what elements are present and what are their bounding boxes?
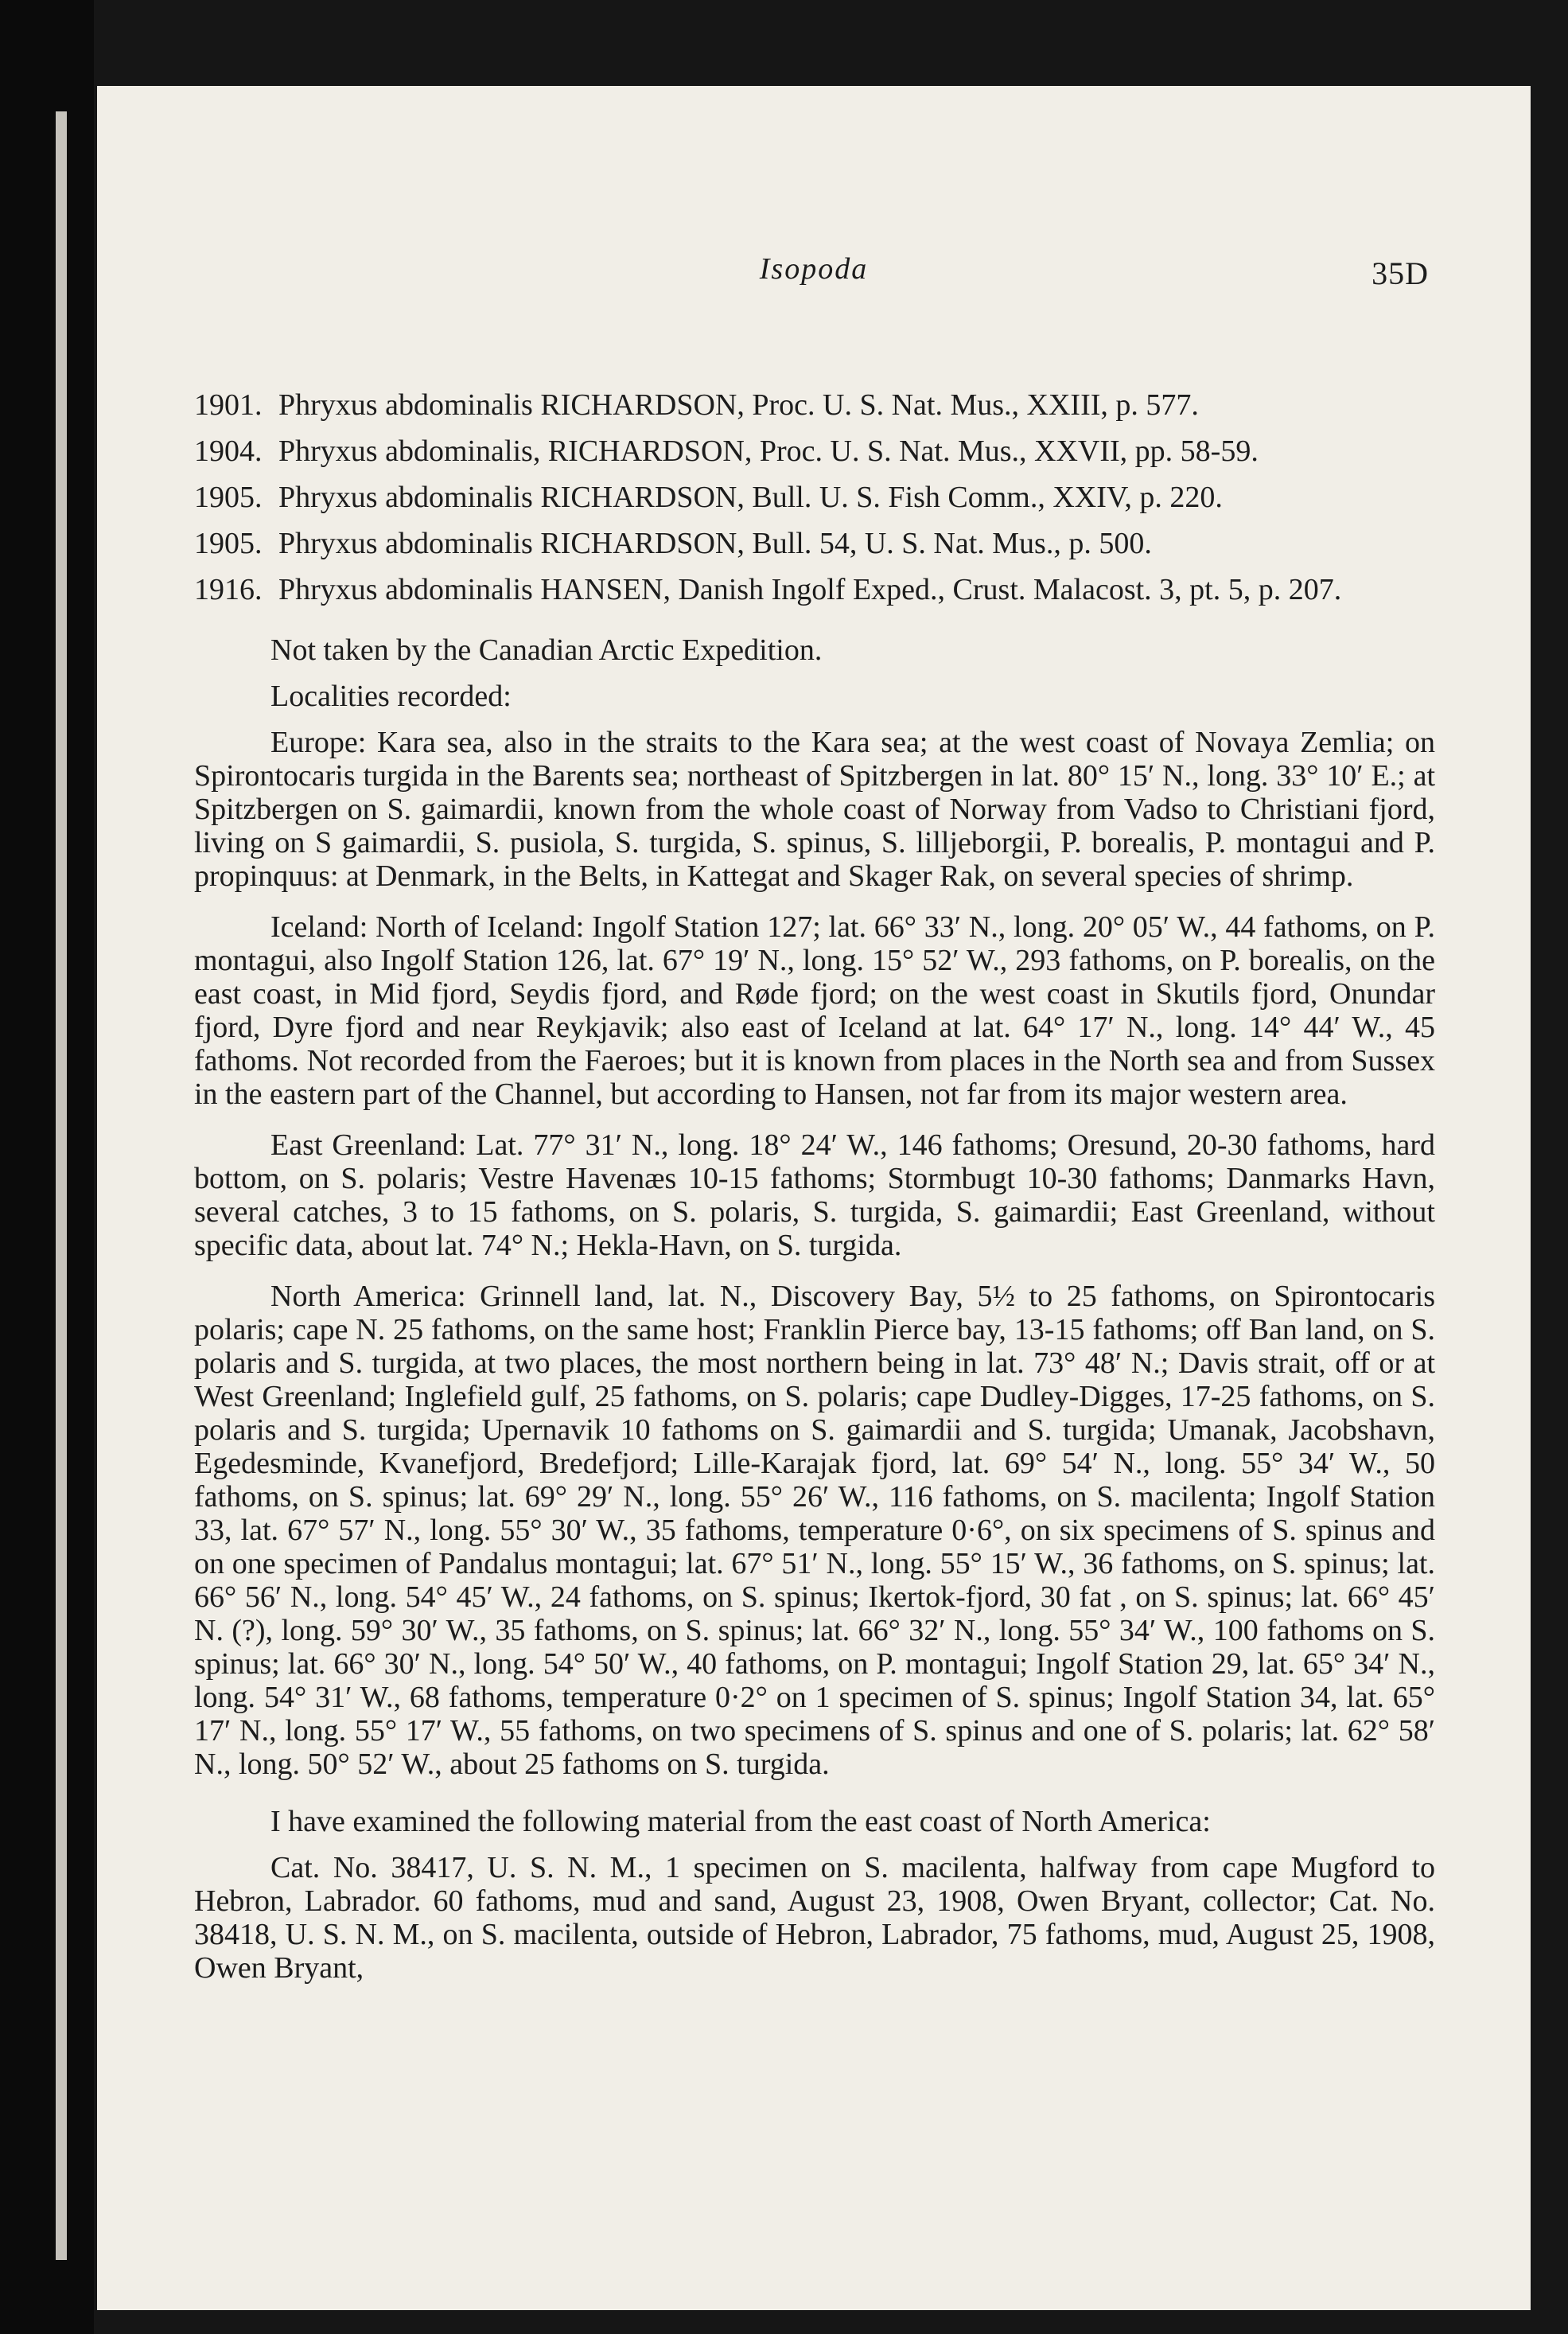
running-head [97,251,1531,291]
citation [194,434,1435,468]
running-title: Isopoda [759,252,869,286]
page-number: 35D [1372,255,1429,291]
citation-text: Phryxus abdominalis, RICHARDSON, Proc. U. S. Nat. Mus., XXVII, pp. 58-59. [278,434,1259,468]
document-page [97,86,1531,2310]
citation-text: Phryxus abdominalis RICHARDSON, Proc. U. S. Nat. Mus., XXIII, p. 577. [278,388,1199,422]
paragraph-east-greenland: East Greenland: Lat. 77° 31′ N., long. 18° 24′ W., 146 fathoms; Oresund, 20-30 fathoms, hard bottom, on S. polaris; Vestre Havenæs 10-15 fathoms; Stormbugt 10-30 fathoms; Danmarks Havn, several catches, 3 to 15 fathoms, on S. polaris, S. turgida, S. gaimardii; East Greenland, without specific data, about lat. 74° N.; Hekla-Havn, on S. turgida. [194,1128,1435,1262]
citation-text: Phryxus abdominalis RICHARDSON, Bull. 54, U. S. Nat. Mus., p. 500. [278,527,1152,560]
paragraph-north-america: North America: Grinnell land, lat. N., Discovery Bay, 5½ to 25 fathoms, on Spirontocaris polaris; cape N. 25 fathoms, on the same host; Franklin Pierce bay, 13-15 fathoms; off Ban land, on S. polaris and S. turgida, at two places, the most northern being in lat. 73° 48′ N.; Davis strait, off or at West Greenland; Inglefield gulf, 25 fathoms, on S. polaris; cape Dudley-Digges, 17-25 fathoms, on S. polaris and S. turgida; Upernavik 10 fathoms on S. gaimardii and S. turgida; Umanak, Jacobshavn, Egedesminde, Kvanefjord, Bredefjord; Lille-Karajak fjord, lat. 69° 54′ N., long. 55° 34′ W., 50 fathoms, on S. spinus; lat. 69° 29′ N., long. 55° 26′ W., 116 fathoms, on S. macilenta; Ingolf Station 33, lat. 67° 57′ N., long. 55° 30′ W., 35 fathoms, temperature 0·6°, on six specimens of S. spinus and on one specimen of Pandalus montagui; lat. 67° 51′ N., long. 55° 15′ W., 36 fathoms, on S. spinus; lat. 66° 56′ N., long. 54° 45′ W., 24 fathoms, on S. spinus; Ikertok-fjord, 30 fat , on S. spinus; lat. 66° 45′ N. (?), long. 59° 30′ W., 35 fathoms, on S. spinus; lat. 66° 32′ N., long. 55° 34′ W., 100 fathoms on S. spinus; lat. 66° 30′ N., long. 54° 50′ W., 40 fathoms, on P. montagui; Ingolf Station 29, lat. 65° 34′ N., long. 54° 31′ W., 68 fathoms, temperature 0·2° on 1 specimen of S. spinus; Ingolf Station 34, lat. 65° 17′ N., long. 55° 17′ W., 55 fathoms, on two specimens of S. spinus and one of S. polaris; lat. 62° 58′ N., long. 50° 52′ W., about 25 fathoms on S. turgida. [194,1280,1435,1781]
paragraph-iceland: Iceland: North of Iceland: Ingolf Station 127; lat. 66° 33′ N., long. 20° 05′ W., 44 fathoms, on P. montagui, also Ingolf Station 126, lat. 67° 19′ N., long. 15° 52′ W., 293 fathoms, on P. borealis, on the east coast, in Mid fjord, Seydis fjord, and Rødе fjord; on the west coast in Skutils fjord, Onundar fjord, Dyre fjord and near Reykjavik; also east of Iceland at lat. 64° 17′ N., long. 14° 44′ W., 45 fathoms. Not recorded from the Faeroes; but it is known from places in the North sea and from Sussex in the eastern part of the Channel, but according to Hansen, not far from its major western area. [194,910,1435,1111]
citation-year: 1901. [194,388,263,422]
paragraph-expedition-note: Not taken by the Canadian Arctic Expedition. [270,633,823,667]
citation [194,481,1435,514]
citation [194,573,1435,606]
paragraph-material-intro: I have examined the following material from the east coast of North America: [270,1805,1211,1838]
paragraph-europe: Europe: Kara sea, also in the straits to the Kara sea; at the west coast of Novaya Zemlia; on Spirontocaris turgida in the Barents sea; northeast of Spitzbergen in lat. 80° 15′ N., long. 33° 10′ E.; at Spitzbergen on S. gaimardii, known from the whole coast of Norway from Vadso to Christiani fjord, living on S gaimardii, S. pusiola, S. turgida, S. spinus, S. lilljeborgii, P. borealis, P. montagui and P. propinquus: at Denmark, in the Belts, in Kattegat and Skager Rak, on several species of shrimp. [194,726,1435,893]
facing-page-edge [56,111,67,2260]
citation [194,388,1435,422]
citation-year: 1916. [194,573,263,606]
citation [194,527,1435,560]
citation-year: 1904. [194,434,263,468]
citation-year: 1905. [194,527,263,560]
paragraph-localities-heading: Localities recorded: [270,680,512,713]
citation-text: Phryxus abdominalis RICHARDSON, Bull. U. S. Fish Comm., XXIV, p. 220. [278,481,1223,514]
body-text [194,388,1435,2002]
paragraph-material-examined: Cat. No. 38417, U. S. N. M., 1 specimen on S. macilenta, halfway from cape Mugford to Hebron, Labrador. 60 fathoms, mud and sand, August 23, 1908, Owen Bryant, collector; Cat. No. 38418, U. S. N. M., on S. macilenta, outside of Hebron, Labrador, 75 fathoms, mud, August 25, 1908, Owen Bryant, [194,1851,1435,1985]
citation-year: 1905. [194,481,263,514]
scan-background [0,0,94,2334]
citation-text: Phryxus abdominalis HANSEN, Danish Ingolf Exped., Crust. Malacost. 3, pt. 5, p. 207. [278,573,1342,606]
